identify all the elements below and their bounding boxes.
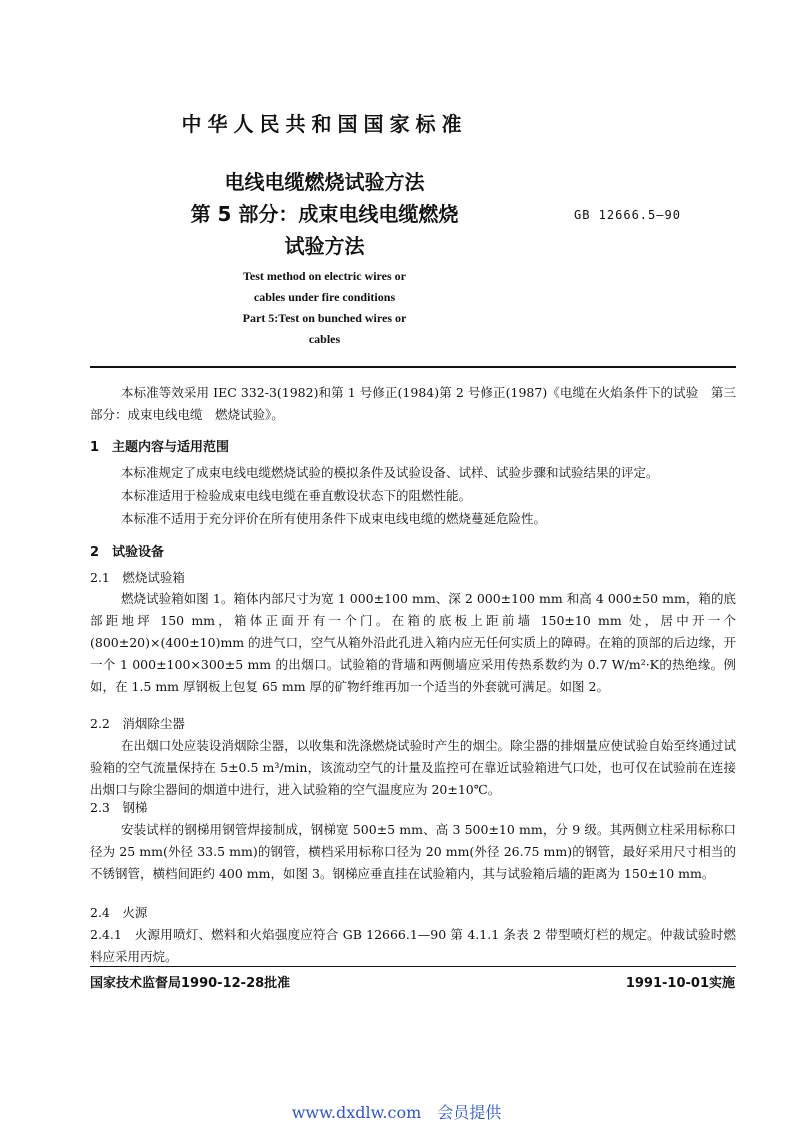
approval-date: 国家技术监督局1990-12-28批准 — [90, 976, 291, 991]
section-2-2-text: 在出烟口处应装设消烟除尘器，以收集和洗涤燃烧试验时产生的烟尘。除尘器的排烟量应使试验自始至终通过试验箱的空气流量保持在 5±0.5 m³/min，该流动空气的计量及监控可在靠近试验箱进气口处，也可仅在试验前在连接出烟口与除尘器间的烟道中进行，进入试验箱的空气温度应为 20±10℃。 — [90, 738, 736, 797]
header-divider — [90, 366, 736, 368]
title-en-line-1: Test method on electric wires or — [243, 269, 406, 283]
issuing-body: 中华人民共和国国家标准 — [181, 112, 468, 136]
intro-paragraph: 本标准等效采用 IEC 332-3(1982)和第 1 号修正(1984)第 2 号修正(1987)《电缆在火焰条件下的试验 第三部分：成束电线电缆 燃烧试验》。 — [90, 385, 736, 422]
footer-divider — [90, 966, 736, 967]
section-1-paragraph-1: 本标准规定了成束电线电缆燃烧试验的模拟条件及试验设备、试样、试验步骤和试验结果的评定。 — [121, 465, 659, 480]
section-2-1-text: 燃烧试验箱如图 1。箱体内部尺寸为宽 1 000±100 mm、深 2 000±100 mm 和高 4 000±50 mm，箱的底部距地坪 150 mm，箱体正面开有一个门。在箱的底板上距前墙 150±10 mm 处，居中开一个(800±20)×(400±10)mm 的进气口，空气从箱外沿此孔进入箱内应无任何实质上的障碍。在箱的顶部的后边缘，开一个 1 000±100×300±5 mm 的出烟口。试验箱的背墙和两侧墙应采用传热系数约为 0.7 W/m²·K的热绝缘。例如，在 1.5 mm 厚钢板上包复 65 mm 厚的矿物纤维再加一个适当的外套就可满足。如图 2。 — [90, 591, 736, 694]
section-2-4-1-text: 2.4.1 火源用喷灯、燃料和火焰强度应符合 GB 12666.1—90 第 4.1.1 条表 2 带型喷灯栏的规定。仲裁试验时燃料应采用丙烷。 — [90, 927, 736, 964]
title-cn-line-2: 第 5 部分：成束电线电缆燃烧 — [190, 202, 459, 226]
title-cn-line-1: 电线电缆燃烧试验方法 — [224, 170, 425, 194]
title-en-line-4: cables — [308, 332, 341, 346]
section-2-4-heading: 2.4 火源 — [90, 905, 148, 920]
section-2-2-heading: 2.2 消烟除尘器 — [90, 716, 185, 731]
section-2-heading: 2 试验设备 — [90, 545, 165, 560]
standard-code: GB 12666.5—90 — [574, 208, 681, 222]
watermark-text: www.dxdlw.com 会员提供 — [291, 1103, 502, 1122]
title-en-line-2: cables under fire conditions — [253, 290, 396, 304]
effective-date: 1991-10-01实施 — [625, 976, 735, 991]
title-cn-line-3: 试验方法 — [284, 234, 365, 258]
section-2-1-heading: 2.1 燃烧试验箱 — [90, 570, 185, 585]
section-2-3-text: 安装试样的钢梯用钢管焊接制成，钢梯宽 500±5 mm、高 3 500±10 mm，分 9 级。其两侧立柱采用标称口径为 25 mm(外径 33.5 mm)的钢管，横档采用标称口径为 20 mm(外径 26.75 mm)的钢管，最好采用尺寸相当的不锈钢管，横档间距约 400 mm，如图 3。钢梯应垂直挂在试验箱内，其与试验箱后墙的距离为 150±10 mm。 — [90, 822, 736, 881]
section-2-3-heading: 2.3 钢梯 — [90, 800, 148, 815]
section-1-paragraph-2: 本标准适用于检验成束电线电缆在垂直敷设状态下的阻燃性能。 — [121, 488, 472, 503]
title-en-line-3: Part 5:Test on bunched wires or — [242, 311, 407, 325]
section-1-paragraph-3: 本标准不适用于充分评价在所有使用条件下成束电线电缆的燃烧蔓延危险性。 — [121, 511, 547, 526]
section-1-heading: 1 主题内容与适用范围 — [90, 440, 230, 455]
